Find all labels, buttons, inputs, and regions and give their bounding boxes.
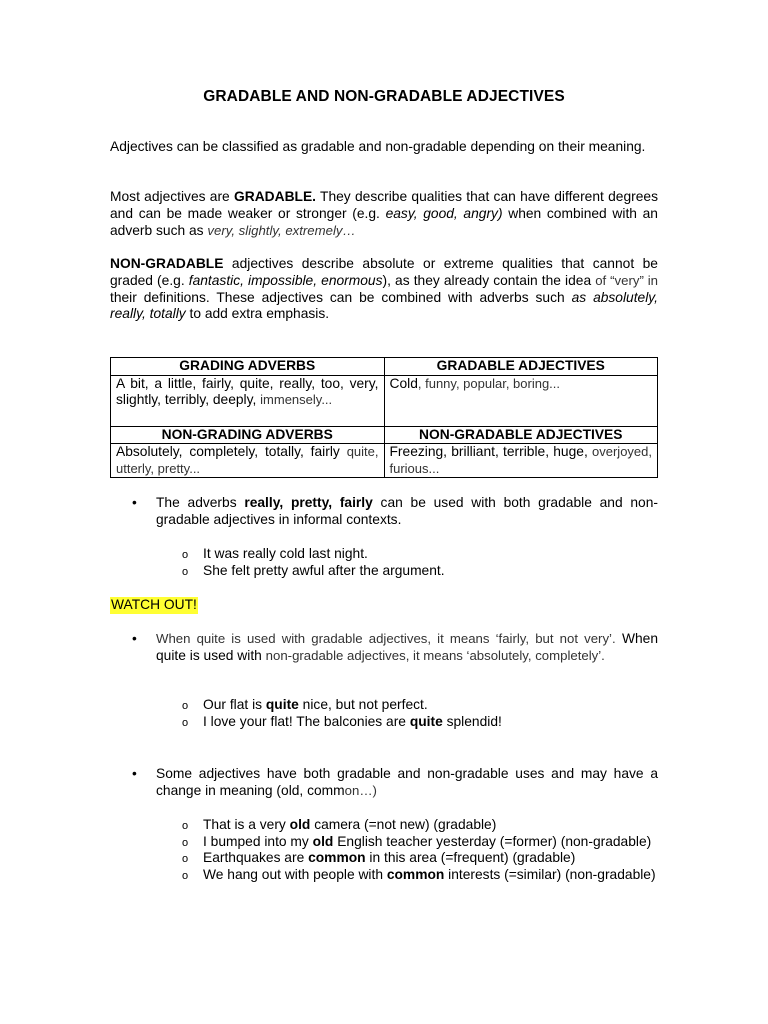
list-item: o She felt pretty awful after the argument. (110, 563, 658, 580)
table-cell (111, 375, 385, 426)
text-run: That is a very (203, 817, 290, 832)
adverbs-adjectives-table (110, 357, 658, 478)
bold-term: old (289, 817, 311, 832)
table-header-cell: NON-GRADABLE ADJECTIVES (384, 426, 658, 444)
list-item (110, 834, 658, 851)
bold-term: quite (409, 713, 443, 729)
bold-term: really, pretty, fairly (244, 495, 373, 510)
text-run: in this area (=frequent) (gradable) (365, 850, 576, 865)
text-run: They describe qualities that can have different degrees and can be made weaker or stronger (e.g. (110, 189, 658, 221)
list-item: o It was really cold last night. (110, 546, 658, 563)
text-run: The adverbs (156, 495, 245, 510)
text-run: when combined with an adverb such as (110, 205, 658, 238)
italic-examples: fantastic, impossible, enormous (188, 272, 383, 288)
list-item (110, 766, 658, 800)
cell-text: Cold (389, 375, 418, 391)
text-run: When quite is used with gradable adjectives, it means ‘fairly, but not very’. (156, 631, 616, 646)
table-header-row (111, 426, 658, 444)
table-header-row (111, 358, 658, 376)
list-item (110, 495, 658, 529)
bullet-list (110, 495, 658, 529)
text-run: of “very” in (595, 272, 659, 288)
bold-term: GRADABLE. (234, 189, 317, 204)
text-run: nice, but not perfect. (298, 697, 428, 712)
list-item (110, 817, 658, 834)
bold-term: old (312, 833, 334, 849)
page-title: GRADABLE AND NON-GRADABLE ADJECTIVES (203, 88, 565, 105)
nongradable-paragraph (110, 256, 658, 323)
bullet-list (110, 766, 658, 800)
table-row (111, 444, 658, 478)
text-run: on…) (344, 782, 377, 798)
bold-term: common (308, 850, 366, 865)
list-item (110, 850, 658, 867)
bullet-list (110, 631, 658, 665)
list-item (110, 714, 658, 731)
text-run: non-gradable adjectives, it means ‘absolutely, completely’. (265, 647, 605, 663)
gradable-paragraph (110, 189, 658, 239)
cell-text: immensely... (260, 392, 333, 407)
watch-out-highlight: WATCH OUT! (111, 597, 197, 612)
table-row (111, 375, 658, 426)
italic-examples: very, slightly, extremely… (207, 222, 356, 238)
table-header-cell: GRADABLE ADJECTIVES (384, 358, 658, 376)
list-item (110, 697, 658, 714)
cell-text: Freezing, brilliant, terrible, huge, (389, 444, 593, 459)
cell-text: overjoyed, furious... (389, 444, 652, 476)
text-run: Our flat is (203, 697, 266, 712)
text-run: to add extra emphasis. (185, 306, 330, 322)
table-cell (384, 444, 658, 478)
text-run: I bumped into my (203, 833, 313, 849)
example-list (110, 697, 658, 730)
bold-term: quite (265, 697, 299, 712)
text-run: ), as they already contain the idea (382, 272, 596, 288)
italic-examples: as absolutely, really, totally (110, 289, 658, 322)
bold-term: NON-GRADABLE (110, 256, 224, 271)
text-run: When quite is used with (156, 631, 658, 663)
example-list (110, 546, 658, 579)
text-run: Most adjectives are (110, 189, 234, 204)
table-header-cell: GRADING ADVERBS (111, 358, 385, 376)
example-list (110, 817, 658, 883)
list-item (110, 631, 658, 665)
text-run: interests (=similar) (non-gradable) (444, 866, 656, 882)
cell-text: A bit, a little, fairly, quite, really, too, very, slightly, terribly, deeply, (116, 375, 379, 407)
text-run: can be used with both gradable and non-gradable adjectives in informal contexts. (156, 495, 658, 527)
cell-text: quite, utterly, pretty... (116, 444, 379, 476)
list-item (110, 867, 658, 884)
text-run: We hang out with people with (203, 866, 387, 882)
bold-term: common (386, 866, 445, 882)
text-run: Some adjectives have both gradable and non-gradable uses and may have a change in meaning (old, comm (156, 766, 658, 798)
text-run: adjectives describe absolute or extreme qualities that cannot be graded (e.g. (110, 256, 658, 288)
text-run: their definitions. These adjectives can be combined with adverbs such (110, 289, 572, 305)
text-run: Earthquakes are (203, 850, 309, 865)
table-header-cell: NON-GRADING ADVERBS (111, 426, 385, 444)
intro-paragraph: Adjectives can be classified as gradable and non-gradable depending on their meaning. (110, 139, 646, 154)
table-cell (111, 444, 385, 478)
text-run: splendid! (442, 713, 502, 729)
italic-examples: easy, good, angry) (385, 205, 503, 221)
cell-text: , funny, popular, boring... (417, 375, 561, 391)
cell-text: Absolutely, completely, totally, fairly (116, 444, 347, 459)
table-cell (384, 375, 658, 426)
text-run: camera (=not new) (gradable) (310, 817, 497, 832)
text-run: English teacher yesterday (=former) (non-gradable) (333, 833, 652, 849)
text-run: I love your flat! The balconies are (203, 713, 410, 729)
